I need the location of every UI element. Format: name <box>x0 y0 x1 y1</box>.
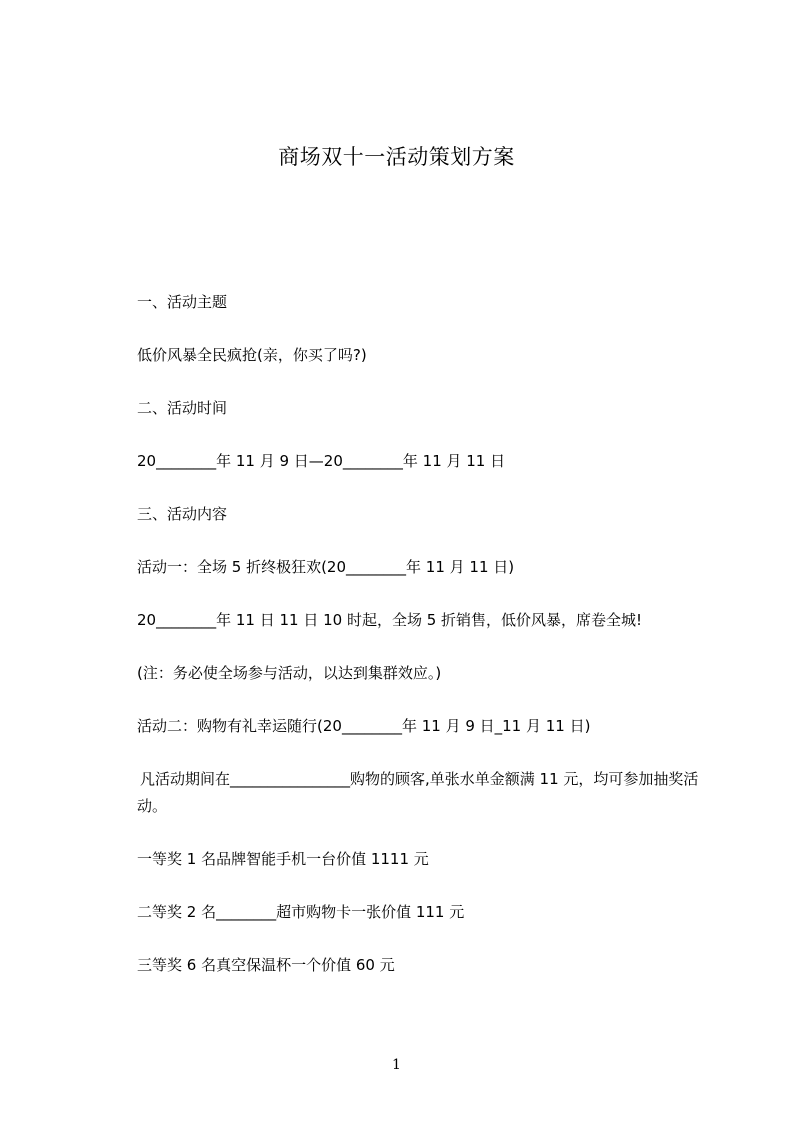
document-title: 商场双十一活动策划方案 <box>278 145 515 169</box>
activity1-description: 20________年 11 日 11 日 10 时起，全场 5 折销售，低价风暴，席卷全城! <box>137 611 643 629</box>
section-heading-time: 二、活动时间 <box>137 399 228 417</box>
activity2-description: 凡活动期间在________________购物的顾客,单张水单金额满 11 元，均可参加抽奖活动。 <box>137 770 699 815</box>
time-text: 20________年 11 月 9 日—20________年 11 月 11 日 <box>137 452 506 470</box>
theme-text: 低价风暴全民疯抢(亲，你买了吗?) <box>137 346 367 364</box>
activity2-title: 活动二：购物有礼幸运随行(20________年 11 月 9 日_11 月 11 日) <box>137 717 591 735</box>
activity1-note: (注：务必使全场参与活动，以达到集群效应。) <box>137 664 442 682</box>
prize-first: 一等奖 1 名品牌智能手机一台价值 1111 元 <box>137 850 429 868</box>
section-heading-content: 三、活动内容 <box>137 505 228 523</box>
section-heading-theme: 一、活动主题 <box>137 293 228 311</box>
prize-second: 二等奖 2 名________超市购物卡一张价值 111 元 <box>137 903 465 921</box>
activity1-title: 活动一：全场 5 折终极狂欢(20________年 11 月 11 日) <box>137 558 515 576</box>
page-number: 1 <box>392 1057 401 1073</box>
prize-third: 三等奖 6 名真空保温杯一个价值 60 元 <box>137 956 395 974</box>
